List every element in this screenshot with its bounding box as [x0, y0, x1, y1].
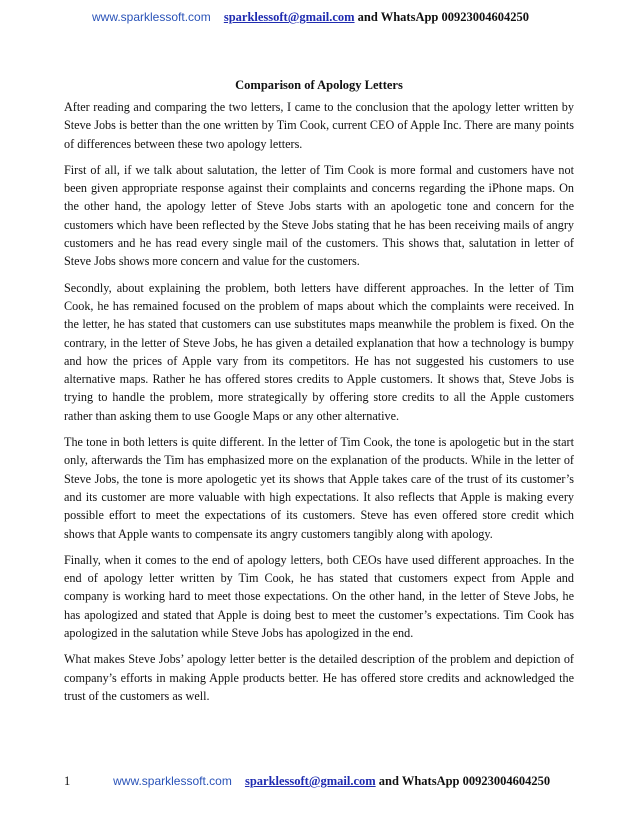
page-header [92, 10, 529, 25]
header-whatsapp-text: and WhatsApp 00923004604250 [357, 10, 530, 24]
page-footer [64, 774, 550, 789]
footer-website-link[interactable]: www.sparklessoft.com [113, 774, 232, 788]
paragraph-problem: Secondly, about explaining the problem, both letters have different approaches. In the letter of Tim Cook, he has remained focused on the problem of maps about which the complaints were received. In the letter, he has stated that customers can use substitutes maps meanwhile the problem is fixed. On the contrary, in the letter of Steve Jobs, he has given a detailed explanation that how a technology is bumpy and how the prices of Apple vary from its competitors. He has not suggested his customers to use alternative maps. Rather he has offered stores credits to Apple customers. It shows that, Steve Jobs is trying to handle the problem, more strategically by offering store credits to all the Apple customers rather than asking them to use Google Maps or any other alternative. [64, 280, 574, 423]
header-website-link[interactable]: www.sparklessoft.com [92, 10, 211, 24]
paragraph-ending: Finally, when it comes to the end of apology letters, both CEOs have used different approaches. In the end of apology letter written by Tim Cook, he has stated that customers expect from Apple and company is working hard to meet those expectations. On the other hand, in the letter of Steve Jobs, he has apologized and stated that Apple is doing best to meet the customer’s expectations. Tim Cook has apologized in the salutation while Steve Jobs has apologized in the end. [64, 552, 574, 641]
paragraph-intro: After reading and comparing the two letters, I came to the conclusion that the apology letter written by Steve Jobs is better than the one written by Tim Cook, current CEO of Apple Inc. There are many points of differences between these two apology letters. [64, 100, 574, 151]
document-body [64, 98, 574, 713]
paragraph-conclusion: What makes Steve Jobs’ apology letter better is the detailed description of the problem and depiction of company’s efforts in making Apple products better. He has offered store credits and acknowledged the trust of the customers as well. [64, 652, 574, 703]
header-email-link[interactable]: sparklessoft@gmail.com [223, 10, 355, 24]
footer-whatsapp-text: and WhatsApp 00923004604250 [378, 774, 551, 788]
paragraph-tone: The tone in both letters is quite different. In the letter of Tim Cook, the tone is apologetic but in the start only, afterwards the Tim has emphasized more on the explanation of the products. While in the letter of Steve Jobs, the tone is more apologetic yet its shows that Apple takes care of the trust of its customer’s and its customer are more valuable with high expectations. It also reflects that Apple is making every possible effort to meet the expectations of its customers. Steve has even offered store credit which shows that Apple wants to compensate its angry customers tangibly along with apology. [64, 435, 574, 541]
document-title: Comparison of Apology Letters [235, 78, 403, 92]
page-number: 1 [64, 774, 71, 788]
paragraph-salutation: First of all, if we talk about salutation, the letter of Tim Cook is more formal and customers have not been given appropriate response against their complaints and concerns regarding the iPhone maps. On the other hand, the apology letter of Steve Jobs starts with an apologetic tone and concern for the customers which have been reflected by the Steve Jobs stating that he has been receiving mails of angry customers and he has read every single mail of the customers. This shows that, salutation in letter of Steve Jobs shows more concern and value for the customers. [64, 162, 574, 269]
footer-email-link[interactable]: sparklessoft@gmail.com [244, 774, 376, 788]
